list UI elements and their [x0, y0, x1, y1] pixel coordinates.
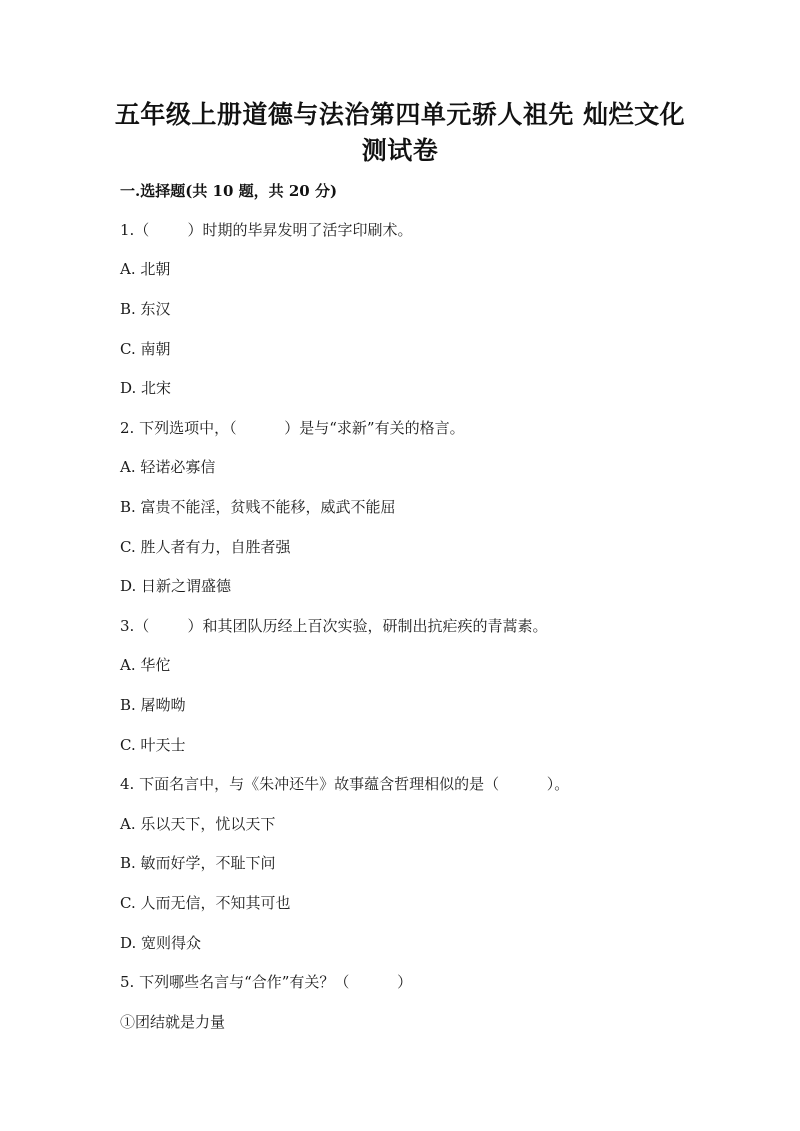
question-4-stem: 4. 下面名言中，与《朱冲还牛》故事蕴含哲理相似的是（ ）。: [120, 775, 570, 793]
question-4-option-a: A. 乐以天下，忧以天下: [120, 815, 276, 833]
question-2-option-a: A. 轻诺必寡信: [120, 458, 216, 476]
section-heading: 一.选择题(共 10 题，共 20 分): [120, 182, 338, 200]
question-2-stem: 2. 下列选项中，（ ）是与“求新”有关的格言。: [120, 419, 465, 437]
question-2-option-c: C. 胜人者有力，自胜者强: [120, 538, 291, 556]
question-2-option-d: D. 日新之谓盛德: [120, 577, 232, 595]
page-title-line-2: 测试卷: [361, 136, 439, 165]
question-3-option-b: B. 屠呦呦: [120, 696, 186, 714]
question-1-stem: 1.（ ）时期的毕昇发明了活字印刷术。: [120, 221, 413, 239]
question-4-option-b: B. 敏而好学，不耻下问: [120, 854, 276, 872]
question-5-item-1: ①团结就是力量: [120, 1013, 226, 1031]
question-2-option-b: B. 富贵不能淫，贫贱不能移，威武不能屈: [120, 498, 396, 516]
question-3-option-a: A. 华佗: [120, 656, 171, 674]
question-1-option-c: C. 南朝: [120, 340, 171, 358]
question-1-option-d: D. 北宋: [120, 379, 172, 397]
question-4-option-c: C. 人而无信，不知其可也: [120, 894, 291, 912]
question-4-option-d: D. 宽则得众: [120, 934, 202, 952]
question-3-option-c: C. 叶天士: [120, 736, 186, 754]
question-1-option-a: A. 北朝: [120, 260, 171, 278]
question-1-option-b: B. 东汉: [120, 300, 171, 318]
question-5-stem: 5. 下列哪些名言与“合作”有关？（ ）: [120, 973, 413, 991]
page-title-line-1: 五年级上册道德与法治第四单元骄人祖先 灿烂文化: [114, 100, 686, 129]
question-3-stem: 3.（ ）和其团队历经上百次实验，研制出抗疟疾的青蒿素。: [120, 617, 548, 635]
